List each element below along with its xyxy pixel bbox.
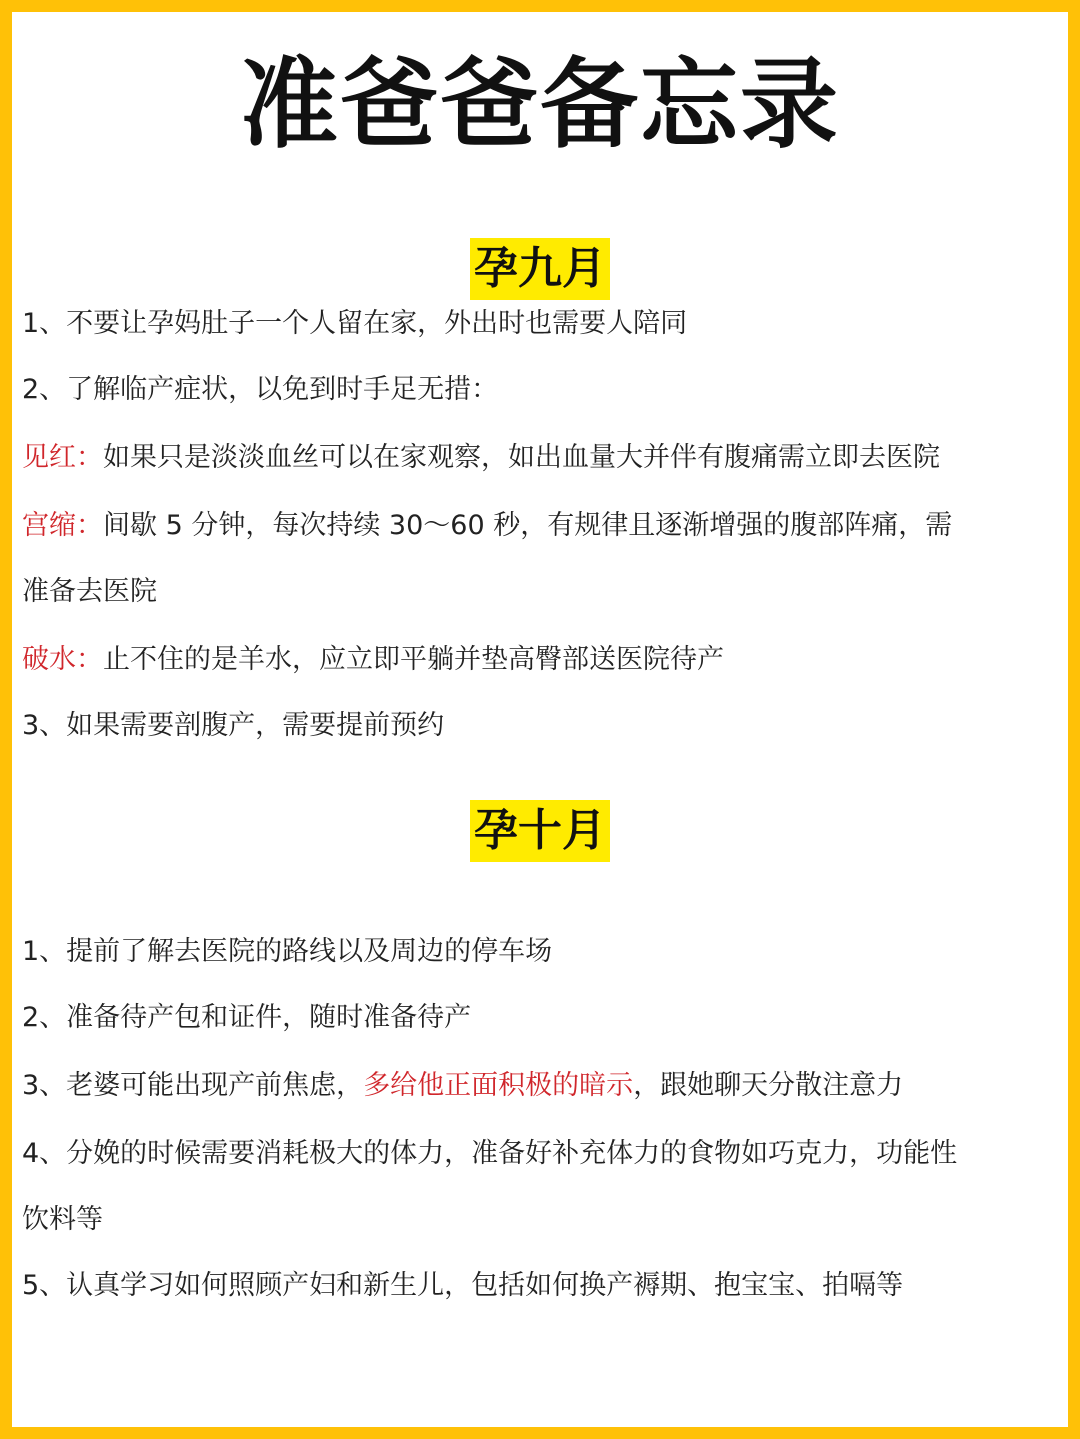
sign-contractions-text: 间歇 5 分钟，每次持续 30～60 秒，有规律且逐渐增强的腹部阵痛，需 xyxy=(103,510,953,541)
month10-item-3 xyxy=(22,1066,1052,1106)
section-heading-month10 xyxy=(12,800,1068,862)
sign-water-break-text: 止不住的是羊水，应立即平躺并垫高臀部送医院待产 xyxy=(103,644,724,675)
sign-water-break-label: 破水： xyxy=(22,644,103,675)
sign-bloody-show-text: 如果只是淡淡血丝可以在家观察，如出血量大并伴有腹痛需立即去医院 xyxy=(103,442,940,473)
month10-item-3-after: ，跟她聊天分散注意力 xyxy=(633,1070,904,1101)
month9-heading-text: 孕九月 xyxy=(470,238,610,300)
sign-contractions-label: 宫缩： xyxy=(22,510,103,541)
sign-bloody-show xyxy=(22,438,1052,478)
month10-item-4-continued: 饮料等 xyxy=(22,1204,103,1235)
month10-item-1: 1、提前了解去医院的路线以及周边的停车场 xyxy=(22,936,553,967)
month9-item-2: 2、了解临产症状，以免到时手足无措： xyxy=(22,374,499,405)
month10-item-3-highlight: 多给他正面积极的暗示 xyxy=(363,1070,634,1101)
sign-contractions-continued: 准备去医院 xyxy=(22,576,157,607)
month9-item-1: 1、不要让孕妈肚子一个人留在家，外出时也需要人陪同 xyxy=(22,308,688,339)
section-heading-month9 xyxy=(12,238,1068,300)
month10-item-3-before: 3、老婆可能出现产前焦虑， xyxy=(22,1070,364,1101)
sign-contractions xyxy=(22,506,1052,546)
sign-bloody-show-label: 见红： xyxy=(22,442,103,473)
page-title: 准爸爸备忘录 xyxy=(239,48,840,162)
month10-item-5: 5、认真学习如何照顾产妇和新生儿，包括如何换产褥期、抱宝宝、拍嗝等 xyxy=(22,1270,904,1301)
month10-heading-text: 孕十月 xyxy=(470,800,610,862)
month10-item-2: 2、准备待产包和证件，随时准备待产 xyxy=(22,1002,472,1033)
sign-water-break xyxy=(22,640,1052,680)
month10-item-4: 4、分娩的时候需要消耗极大的体力，准备好补充体力的食物如巧克力，功能性 xyxy=(22,1138,958,1169)
month9-item-3: 3、如果需要剖腹产，需要提前预约 xyxy=(22,710,445,741)
